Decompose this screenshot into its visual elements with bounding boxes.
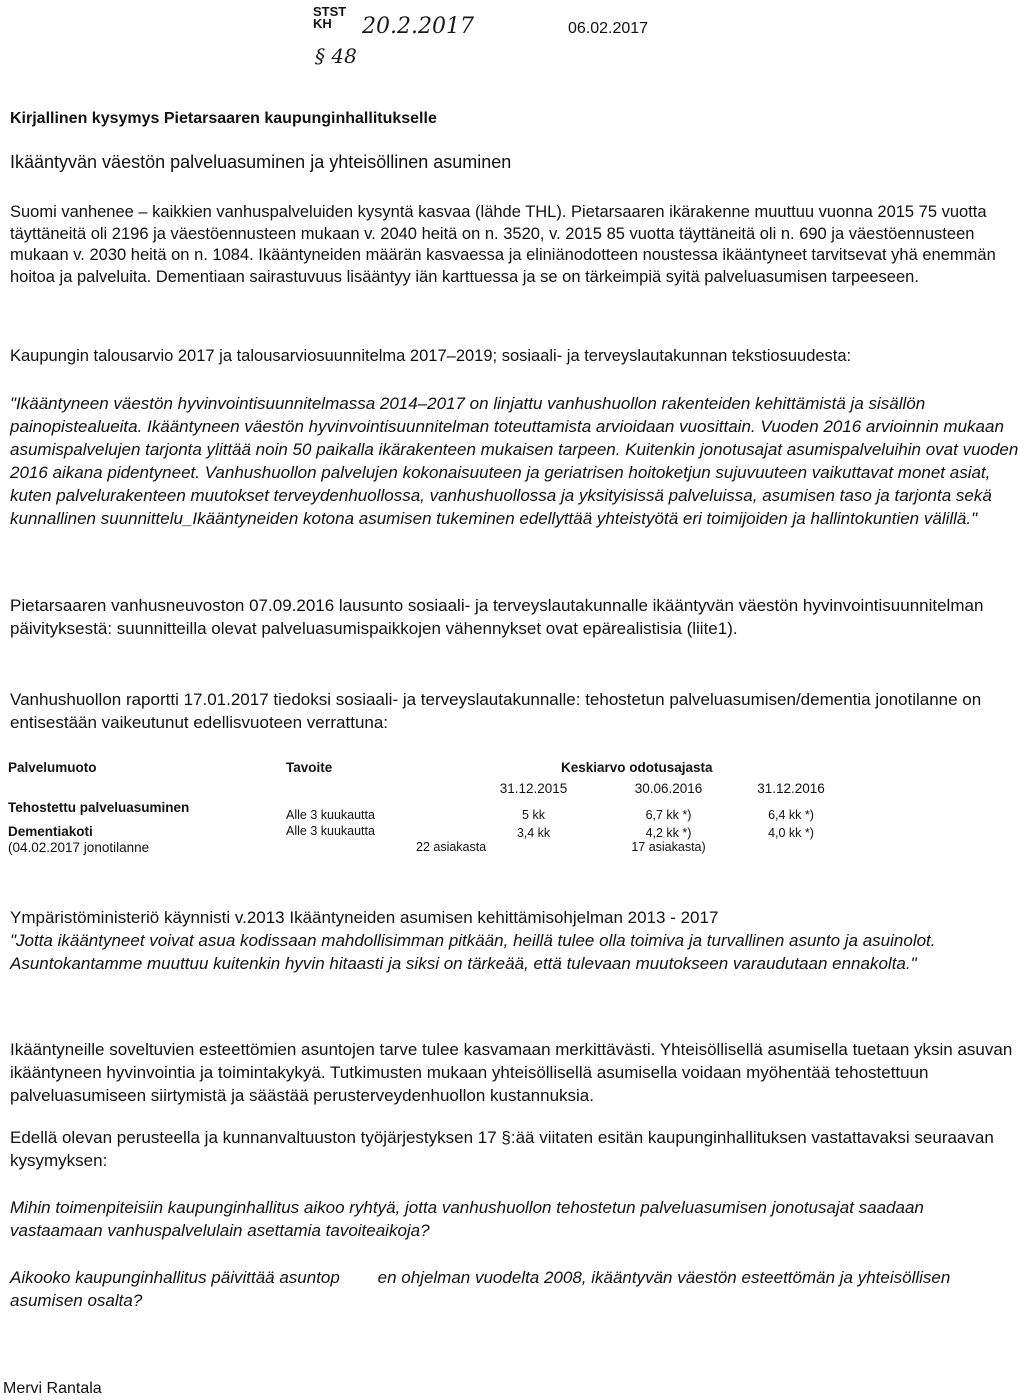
row-value-1: 3,4 kk (516, 826, 551, 840)
note-value-1: 22 asiakasta (416, 840, 487, 854)
paragraph-budget-intro: Kaupungin talousarvio 2017 ja talousarviosuunnitelma 2017–2019; sosiaali- ja terveyslautakunnan tekstiosuudesta: (10, 347, 852, 365)
header-service: Palvelumuoto (8, 760, 97, 775)
paragraph-budget-quote: "Ikääntyneen väestön hyvinvointisuunnitelmassa 2014–2017 on linjattu vanhushuollon rakenteiden kehittämistä ja sisällön painopistealueita. Ikääntyneen väestön hyvinvointisuunnitelman toteuttamista arvioidaan vuosittain. Vuoden 2016 arvioinnin mukaan asumispalvelujen tarjonta ylittää noin 50 paikalla ikärakenteen mukaisen tarpeen. Kuitenkin jonotusajat asumispalveluihin ovat vuoden 2016 aikana pidentyneet. Vanhushuollon palvelujen kokonaisuuteen ja geriatrisen hoitoketjun sujuvuuteen vaikuttavat monet asiat, kuten palvelurakenteen muutokset terveydenhuollossa, vanhushuollossa ja yksityisissä palveluissa, asumisen taso ja tarjonta sekä kunnallinen suunnittelu_Ikääntyneiden kotona asumisen tukeminen edellyttää yhteistyötä eri toimijoiden ja hallintokuntien välillä." (10, 394, 1019, 528)
paragraph-question-intro: Edellä olevan perusteella ja kunnanvaltuuston työjärjestyksen 17 §:ää viitaten esitän kaupunginhallituksen vastattavaksi seuraavan kysymyksen: (10, 1128, 994, 1170)
note-service: (04.02.2017 jonotilanne (8, 840, 150, 855)
date-col-1: 31.12.2015 (499, 781, 568, 796)
row-service: Dementiakoti (8, 824, 93, 839)
note-value-2: 17 asiakasta) (631, 840, 706, 854)
waiting-time-table (8, 760, 846, 855)
table-header-row (8, 760, 846, 775)
row-value-2: 4,2 kk *) (645, 826, 692, 840)
row-value-3: 4,0 kk *) (768, 826, 814, 840)
paragraph-ministry (10, 906, 1020, 975)
paragraph-demographics: Suomi vanhenee – kaikkien vanhuspalveluiden kysyntä kasvaa (lähde THL). Pietarsaaren ikärakenne muuttuu vuonna 2015 75 vuotta täyttäneitä oli 2196 ja väestöennusteen mukaan v. 2040 heitä on n. 3520, v. 2015 85 vuotta täyttäneitä oli n. 690 ja väestöennusteen mukaan v. 2030 heitä on n. 1084. Ikääntyneiden määrän kasvaessa ja eliniänodotteen noustessa ikääntyneet tarvitsevat yhä enemmän hoitoa ja palveluita. Dementiaan sairastuvuus lisääntyy iän karttuessa ja se on tärkeimpiä syitä palveluasumisen tarpeeseen. (10, 203, 996, 286)
paragraph-ministry-intro: Ympäristöministeriö käynnisti v.2013 Ikääntyneiden asumisen kehittämisohjelman 2013 - 2017 (10, 908, 719, 927)
table-row (8, 796, 846, 822)
question-1: Mihin toimenpiteisiin kaupunginhallitus aikoo ryhtyä, jotta vanhushuollon tehostetun palveluasumisen jonotusajat saadaan vastaamaan vanhuspalvelulain asettamia tavoiteaikoja? (10, 1198, 924, 1240)
header-average-label: Keskiarvo odotusajasta (561, 760, 713, 775)
paragraph-accessible-housing: Ikääntyneille soveltuvien esteettömien asuntojen tarve tulee kasvamaan merkittävästi. Yhteisöllisellä asumisella tuetaan yksin asuvan ikääntyneen hyvinvointia ja toimintakykyä. Tutkimusten mukaan yhteisöllisellä asumisella voidaan myöhentää tehostettuun palveluasumiseen siirtymistä ja säästää perusterveydenhuollon kustannuksia. (10, 1040, 1013, 1105)
row-target: Alle 3 kuukautta (286, 808, 375, 822)
table-note-row (8, 840, 846, 855)
handwritten-date: 20.2.2017 (362, 14, 474, 39)
table-row (8, 822, 846, 840)
stamp-code (313, 6, 346, 30)
paragraph-ministry-quote: "Jotta ikääntyneet voivat asua kodissaan mahdollisimman pitkään, heillä tulee olla toimiva ja turvallinen asunto ja asuinolot. Asuntokantamme muuttuu kuitenkin hyvin hitaasti ja siksi on tärkeää, että tulevaan muutokseen varaudutaan ennakolta." (10, 931, 936, 973)
question-2: Aikooko kaupunginhallitus päivittää asuntop en ohjelman vuodelta 2008, ikääntyvän väestön esteettömän ja yhteisöllisen asumisen osalta? (10, 1268, 956, 1310)
table-dates-row (8, 775, 846, 796)
header-average (466, 760, 846, 775)
row-value-3: 6,4 kk *) (768, 808, 814, 822)
handwritten-paragraph-number: § 48 (315, 44, 357, 68)
header-target: Tavoite (286, 760, 333, 775)
stamp-code-line2: KH (313, 16, 332, 31)
document-date: 06.02.2017 (568, 20, 649, 37)
date-col-2: 30.06.2016 (634, 781, 703, 796)
date-col-3: 31.12.2016 (757, 781, 825, 796)
document-title: Kirjallinen kysymys Pietarsaaren kaupunginhallitukselle (10, 110, 437, 127)
row-service: Tehostettu palveluasuminen (8, 800, 190, 815)
paragraph-elderly-council: Pietarsaaren vanhusneuvoston 07.09.2016 lausunto sosiaali- ja terveyslautakunnalle ikääntyvän väestön hyvinvointisuunnitelman päivityksestä: suunnitteilla olevat palveluasumispaikkojen vähennykset ovat epärealistisia (liite1). (10, 596, 984, 638)
stamp-code-line1: STST (313, 4, 347, 19)
row-target: Alle 3 kuukautta (286, 824, 375, 838)
row-value-2: 6,7 kk *) (645, 808, 692, 822)
row-value-1: 5 kk (522, 808, 545, 822)
paragraph-report: Vanhushuollon raportti 17.01.2017 tiedoksi sosiaali- ja terveyslautakunnalle: tehostetun palveluasumisen/dementia jonotilanne on entisestään vaikeutunut edellisvuoteen verrattuna: (10, 690, 982, 732)
document-subtitle: Ikääntyvän väestön palveluasuminen ja yhteisöllinen asuminen (10, 152, 512, 172)
signer-name: Mervi Rantala (3, 1380, 102, 1397)
